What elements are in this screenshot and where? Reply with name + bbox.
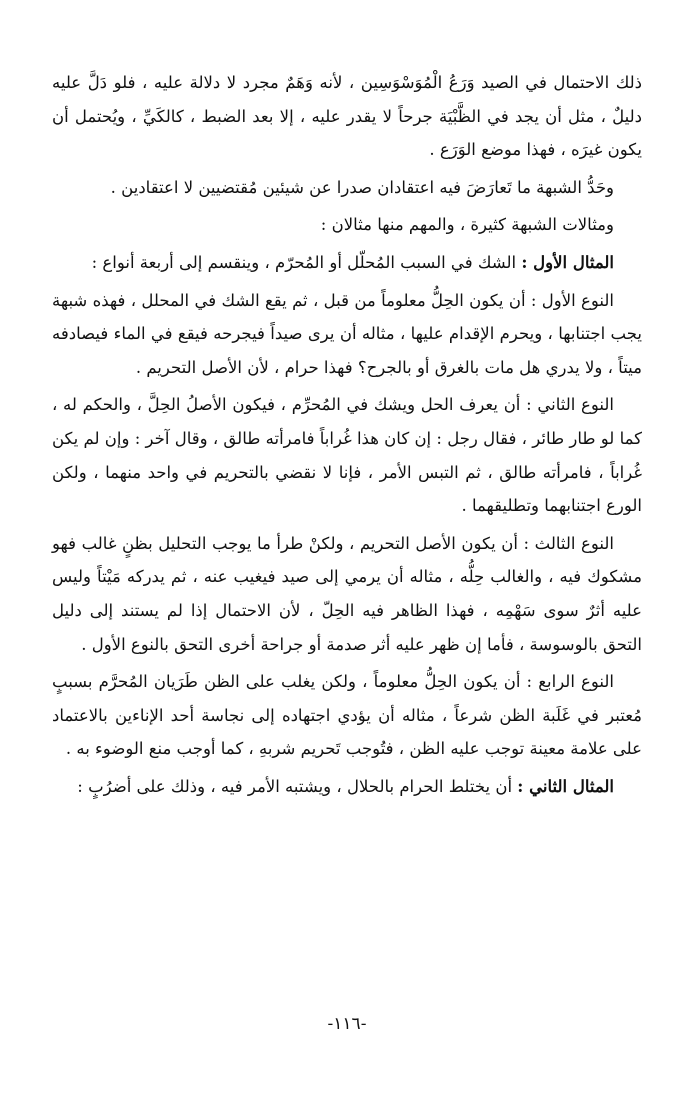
paragraph-8: النوع الرابع : أن يكون الحِلُّ معلوماً ، ولكن يغلب على الظن طَرَيان المُحرَّم بسببٍ مُعتبر في غَلَبة الظن شرعاً ، مثاله أن يؤدي اجتهاده إلى نجاسة أحد الإناءين بالاعتماد على علامة معينة توجب عليه الظن ، فتُوجب تَحريم شربهِ ، كما أوجب منع الوضوء به . (52, 672, 642, 759)
paragraph-5: النوع الأول : أن يكون الحِلُّ معلوماً من قبل ، ثم يقع الشك في المحلل ، فهذه شبهة يجب اجتنابها ، ويحرم الإقدام عليها ، مثاله أن يرى صيداً فيجرحه فيقع في الماء فيصادفه ميتاً ، ولا يدري هل مات بالغرق أو بالجرح؟ فهذا حرام ، لأن الأصل التحريم . (52, 290, 642, 377)
paragraph-4: المثال الأول : الشك في السبب المُحلّل أو المُحرّم ، وينقسم إلى أربعة أنواع : (91, 252, 614, 272)
page-number: -١١٦- (327, 1014, 367, 1034)
paragraph-3: ومثالات الشبهة كثيرة ، والمهم منها مثالان : (320, 215, 614, 235)
body-text (52, 66, 642, 807)
example-label-1: المثال الأول : (521, 252, 614, 272)
paragraph-2: وحَدُّ الشبهة ما تَعارَضَ فيه اعتقادان صدرا عن شيئين مُقتضيين لا اعتقادين . (110, 177, 614, 197)
paragraph-9: المثال الثاني : أن يختلط الحرام بالحلال ، ويشتبه الأمر فيه ، وذلك على أضرُبٍ : (77, 776, 614, 796)
paragraph-6: النوع الثاني : أن يعرف الحل ويشك في المُحرِّم ، فيكون الأصلُ الحِلَّ ، والحكم له ، كما لو طار طائر ، فقال رجل : إن كان هذا غُراباً فامرأته طالق ، وقال آخر : وإن لم يكن غُراباً ، فامرأته طالق ، ثم التبس الأمر ، فإنا لا نقضي بالتحريم في واحد منهما ، ولكن الورع اجتنابهما وتطليقهما . (52, 395, 642, 516)
example-label-2: المثال الثاني : (517, 776, 614, 796)
paragraph-7: النوع الثالث : أن يكون الأصل التحريم ، ولكنْ طرأ ما يوجب التحليل بظنٍ غالب فهو مشكوك فيه ، والغالب حِلُّه ، مثاله أن يرمي إلى صيد فيغيب عنه ، ثم يدركه مَيْتاً وليس عليه أثرٌ سوى سَهْمِه ، فهذا الظاهر فيه الحِلّ ، لأن الاحتمال إذا لم يستند إلى دليل التحق بالوسوسة ، فأما إن ظهر عليه أثر صدمة أو جراحة أخرى التحق بالنوع الأول . (52, 533, 642, 654)
paragraph-1: ذلك الاحتمال في الصيد وَرَعُ الْمُوَسْوَسِين ، لأنه وَهَمٌ مجرد لا دلالة عليه ، فلو دَلَّ عليه دليلٌ ، مثل أن يجد في الظَّبْيَة جرحاً لا يقدر عليه ، إلا بعد الضبط ، كالكَيِّ ، ويُحتمل أن يكون غيرَه ، فهذا موضع الوَرَع . (52, 73, 642, 160)
